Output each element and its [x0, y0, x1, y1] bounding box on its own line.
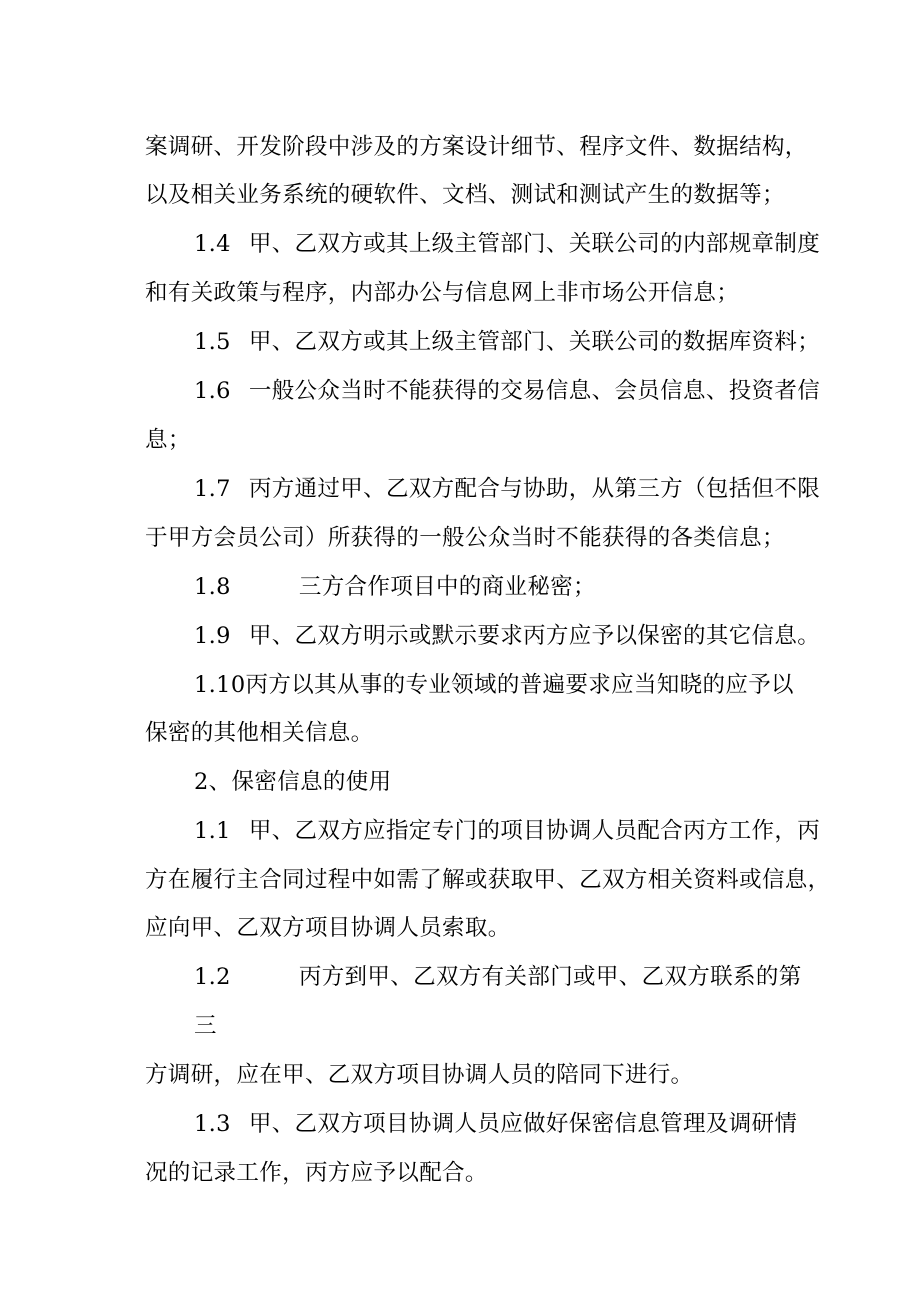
paragraph-line [145, 913, 511, 943]
clause-1-10 [194, 670, 794, 700]
clause-number: 1.5 [194, 329, 231, 355]
clause-2-3 [194, 1109, 797, 1139]
paragraph-line [145, 132, 808, 162]
section-title: 2、保密信息的使用 [194, 769, 392, 795]
line-text: 丙方到甲、乙双方有关部门或甲、乙双方联系的第 [298, 964, 802, 990]
clause-number: 1.2 [194, 964, 231, 990]
clause-1-4 [194, 229, 820, 259]
clause-number: 1.8 [194, 574, 231, 600]
paragraph-line [145, 180, 785, 210]
line-text: 甲、乙双方或其上级主管部门、关联公司的内部规章制度 [248, 231, 821, 257]
line-text: 一般公众当时不能获得的交易信息、会员信息、投资者信 [248, 378, 821, 404]
clause-number: 1.9 [194, 623, 231, 649]
clause-1-5 [194, 327, 820, 357]
line-text: 息； [145, 427, 191, 453]
line-text: 方调研，应在甲、乙双方项目协调人员的陪同下进行。 [145, 1062, 694, 1088]
line-text: 方在履行主合同过程中如需了解或获取甲、乙双方相关资料或信息， [145, 867, 831, 893]
clause-number: 1.1 [194, 818, 231, 844]
line-text: 案调研、开发阶段中涉及的方案设计细节、程序文件、数据结构， [145, 134, 808, 160]
line-text: 三 [194, 1013, 217, 1039]
line-text: 三方合作项目中的商业秘密； [298, 574, 596, 600]
paragraph-line [145, 523, 785, 553]
clause-number: 1.6 [194, 378, 231, 404]
section-heading [194, 767, 391, 797]
clause-number: 1.10 [194, 672, 246, 698]
line-text: 应向甲、乙双方项目协调人员索取。 [145, 915, 511, 941]
clause-1-7 [194, 474, 820, 504]
clause-2-2 [194, 962, 802, 992]
clause-2-1 [194, 816, 820, 846]
line-text: 和有关政策与程序，内部办公与信息网上非市场公开信息； [145, 280, 740, 306]
paragraph-line [145, 278, 739, 308]
paragraph-line [145, 718, 374, 748]
clause-number: 1.7 [194, 476, 231, 502]
line-text: 况的记录工作，丙方应予以配合。 [145, 1160, 488, 1186]
line-text: 甲、乙双方项目协调人员应做好保密信息管理及调研情 [248, 1111, 798, 1137]
line-text: 丙方以其从事的专业领域的普遍要求应当知晓的应予以 [245, 672, 794, 698]
paragraph-line [194, 1011, 217, 1041]
line-text: 于甲方会员公司）所获得的一般公众当时不能获得的各类信息； [145, 525, 785, 551]
paragraph-line [145, 1060, 693, 1090]
clause-number: 1.3 [194, 1111, 231, 1137]
clause-1-9 [194, 621, 820, 651]
paragraph-line [145, 1158, 488, 1188]
line-text: 保密的其他相关信息。 [145, 720, 374, 746]
line-text: 甲、乙双方应指定专门的项目协调人员配合丙方工作，丙 [248, 818, 821, 844]
line-text: 甲、乙双方明示或默示要求丙方应予以保密的其它信息。 [248, 623, 821, 649]
clause-number: 1.4 [194, 231, 231, 257]
clause-1-6 [194, 376, 820, 406]
line-text: 以及相关业务系统的硬软件、文档、测试和测试产生的数据等； [145, 182, 785, 208]
paragraph-line [145, 425, 191, 455]
paragraph-line [145, 865, 831, 895]
line-text: 丙方通过甲、乙双方配合与协助，从第三方（包括但不限 [248, 476, 821, 502]
clause-1-8 [194, 572, 596, 602]
line-text: 甲、乙双方或其上级主管部门、关联公司的数据库资料； [248, 329, 821, 355]
